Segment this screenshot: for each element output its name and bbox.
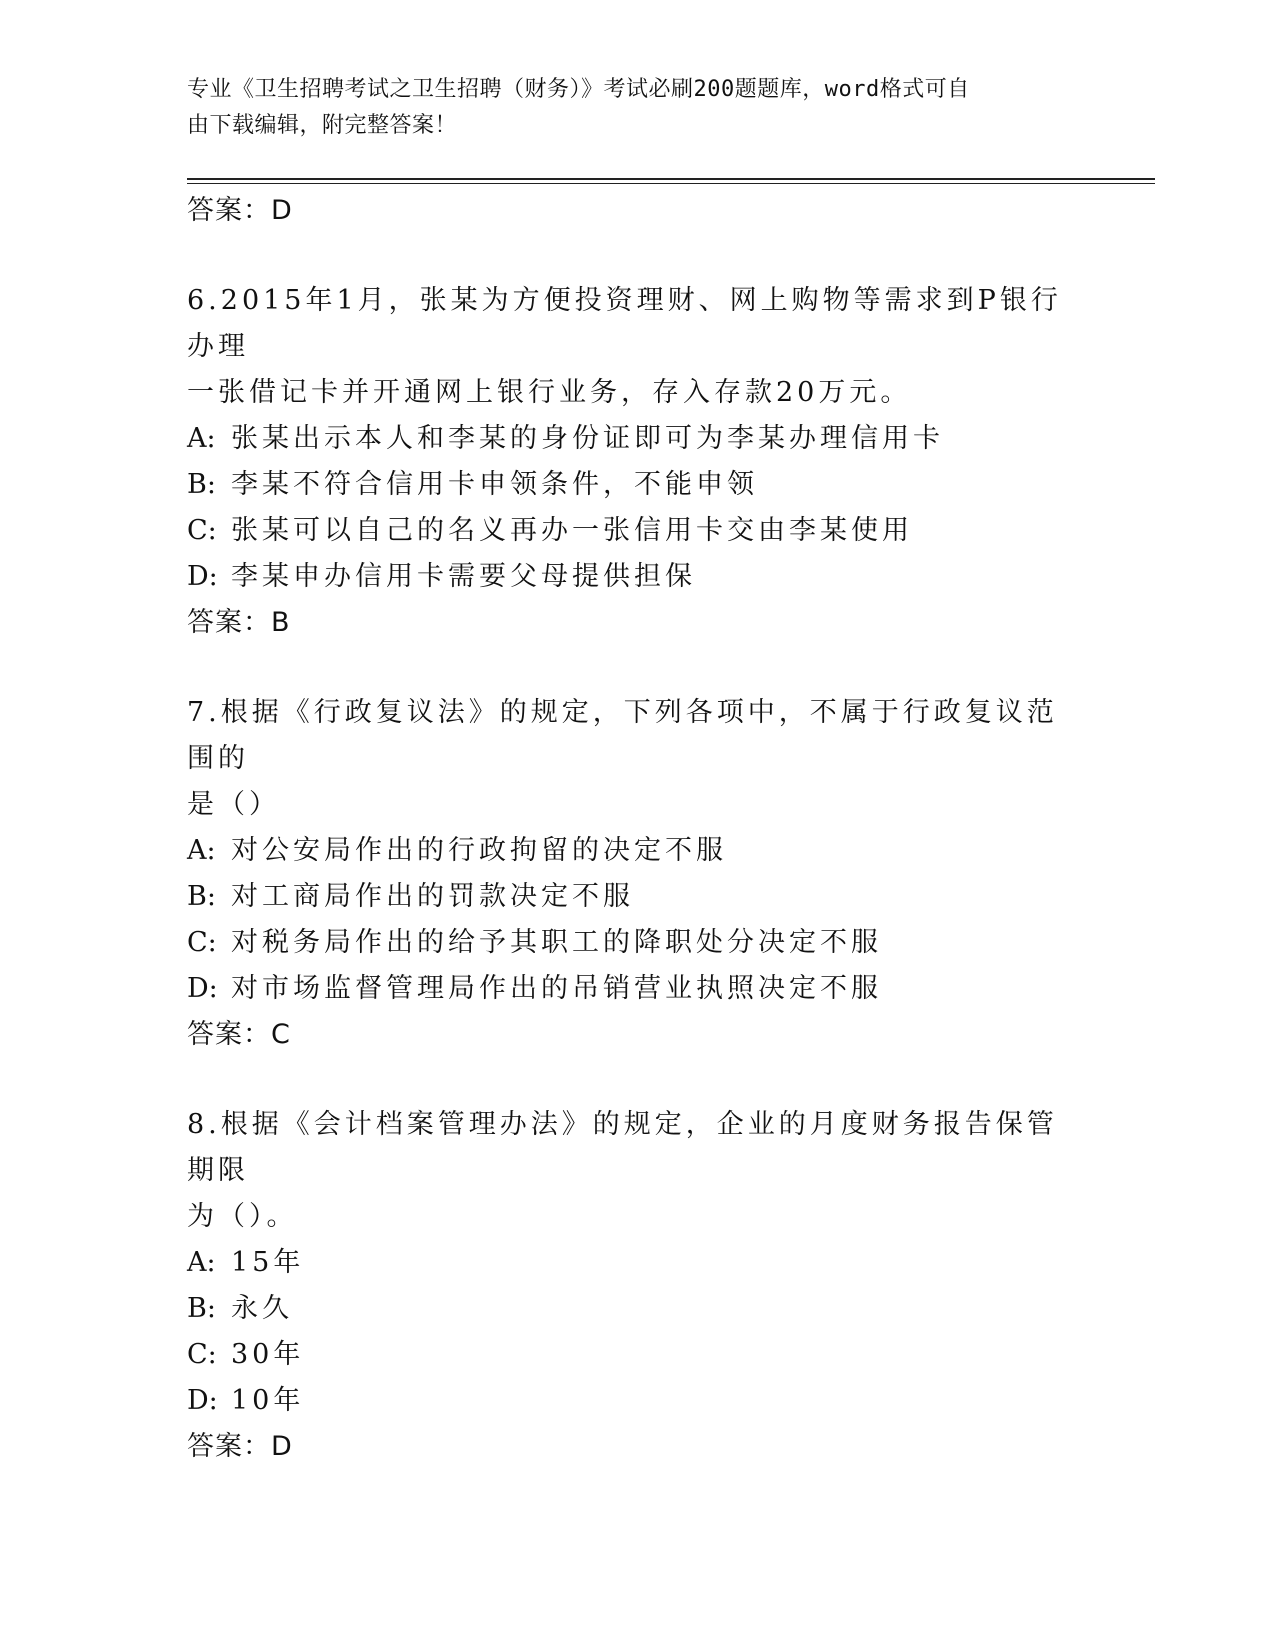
option-c — [187, 508, 1087, 554]
option-text: 10年 — [231, 1385, 305, 1416]
option-letter: D: — [187, 973, 218, 1004]
option-letter: B: — [187, 1293, 216, 1324]
question-stem — [187, 690, 1087, 828]
question-answer: 答案：D — [187, 1431, 293, 1462]
option-b — [187, 462, 1087, 508]
option-text: 对市场监督管理局作出的吊销营业执照决定不服 — [231, 973, 882, 1004]
document-header — [187, 72, 1067, 144]
option-text: 李某不符合信用卡申领条件，不能申领 — [231, 469, 758, 500]
option-letter: D: — [187, 561, 218, 592]
spacer — [187, 234, 1087, 278]
option-a — [187, 828, 1087, 874]
question-stem — [187, 278, 1087, 416]
option-letter: D: — [187, 1385, 218, 1416]
option-a — [187, 416, 1087, 462]
option-a — [187, 1240, 1087, 1286]
option-text: 李某申办信用卡需要父母提供担保 — [231, 561, 696, 592]
header-line-2: 由下载编辑，附完整答案！ — [187, 113, 458, 138]
option-d — [187, 554, 1087, 600]
header-divider-thick — [187, 178, 1155, 180]
option-letter: B: — [187, 881, 216, 912]
question-answer: 答案：B — [187, 607, 291, 638]
option-text: 15年 — [231, 1247, 305, 1278]
option-letter: A: — [187, 1247, 216, 1278]
option-text: 张某可以自己的名义再办一张信用卡交由李某使用 — [231, 515, 913, 546]
spacer — [187, 646, 1087, 690]
question-answer: 答案：C — [187, 1019, 291, 1050]
option-text: 对税务局作出的给予其职工的降职处分决定不服 — [231, 927, 882, 958]
option-d — [187, 966, 1087, 1012]
option-text: 永久 — [231, 1293, 293, 1324]
header-divider-thin — [187, 183, 1155, 184]
option-letter: C: — [187, 927, 217, 958]
option-b — [187, 1286, 1087, 1332]
question-stem-line-1: 8.根据《会计档案管理办法》的规定，企业的月度财务报告保管期限 — [187, 1109, 1058, 1186]
question-stem-line-1: 6.2015年1月，张某为方便投资理财、网上购物等需求到P银行办理 — [187, 285, 1062, 362]
question-stem-line-2: 为（）。 — [187, 1201, 298, 1232]
document-body — [187, 188, 1087, 1470]
option-d — [187, 1378, 1087, 1424]
spacer — [187, 1058, 1087, 1102]
question-stem-line-1: 7.根据《行政复议法》的规定，下列各项中，不属于行政复议范围的 — [187, 697, 1058, 774]
option-text: 张某出示本人和李某的身份证即可为李某办理信用卡 — [231, 423, 944, 454]
option-text: 对公安局作出的行政拘留的决定不服 — [231, 835, 727, 866]
previous-answer: 答案：D — [187, 195, 293, 226]
option-letter: B: — [187, 469, 216, 500]
option-c — [187, 920, 1087, 966]
header-line-1: 专业《卫生招聘考试之卫生招聘（财务）》考试必刷200题题库，word格式可自 — [187, 77, 970, 102]
option-letter: A: — [187, 835, 216, 866]
option-letter: C: — [187, 515, 217, 546]
option-b — [187, 874, 1087, 920]
question-stem-line-2: 是（） — [187, 789, 280, 820]
question-stem — [187, 1102, 1087, 1240]
option-letter: C: — [187, 1339, 217, 1370]
option-text: 30年 — [231, 1339, 305, 1370]
option-text: 对工商局作出的罚款决定不服 — [231, 881, 634, 912]
question-6 — [187, 278, 1087, 646]
question-7 — [187, 690, 1087, 1058]
option-letter: A: — [187, 423, 216, 454]
question-8 — [187, 1102, 1087, 1470]
option-c — [187, 1332, 1087, 1378]
question-stem-line-2: 一张借记卡并开通网上银行业务，存入存款20万元。 — [187, 377, 912, 408]
